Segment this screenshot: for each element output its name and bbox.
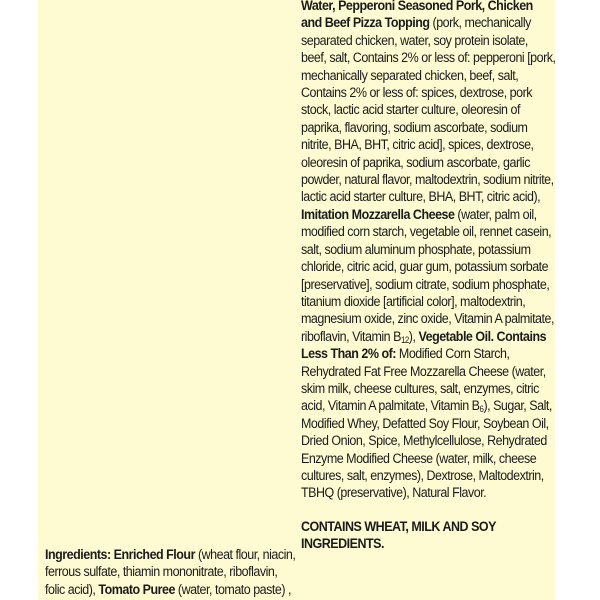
allergen-statement: CONTAINS WHEAT, MILK AND SOY INGREDIENTS.: [301, 518, 496, 553]
vitamin-b6-subscript: 6: [479, 404, 484, 415]
imitation-cheese-text-end: ),: [408, 328, 419, 345]
imitation-cheese-heading: Imitation Mozzarella Cheese: [301, 206, 455, 223]
ingredients-label: Ingredients:: [45, 547, 114, 563]
pizza-topping-heading: Water, Pepperoni Seasoned Pork, Chicken and Beef Pizza Topping: [301, 0, 533, 32]
ingredients-column-right: [301, 0, 556, 554]
enriched-flour-text: (wheat flour, niacin, ferrous sulfate, thiamin mononitrate, riboflavin, folic acid),: [45, 547, 296, 598]
enriched-flour-heading: Enriched Flour: [113, 547, 195, 563]
imitation-cheese-text: (water, palm oil, modified corn starch, vegetable oil, rennet casein, salt, sodium aluminum phosphate, potassium chloride, citric acid, guar gum, potassium sorbate [preservative], sodium citrate, sodium phosphate, titanium dioxide [artificial color], maltodextrin, magnesium oxide, zinc oxide, Vitamin A palmitate, riboflavin, Vitamin B: [301, 206, 554, 345]
ingredients-paragraph-continued: [301, 0, 556, 503]
ingredients-column-left: [45, 547, 298, 599]
minor-ingredients-text-end: ), Sugar, Salt, Modified Whey, Defatted Soy Flour, Soybean Oil, Dried Onion, Spice, Methylcellulose, Rehydrated Enzyme Modified Cheese (water, milk, cheese cultures, salt, enzymes), Dextrose, Maltodextrin, TBHQ (preservative), Natural Flavor.: [301, 398, 552, 502]
tomato-puree-text: (water, tomato paste) ,: [174, 581, 291, 598]
vitamin-b12-subscript: 12: [400, 334, 409, 345]
tomato-puree-heading: Tomato Puree: [98, 581, 175, 598]
ingredients-paragraph-start: [45, 547, 298, 599]
pizza-topping-text: (pork, mechanically separated chicken, water, soy protein isolate, beef, salt, Contains 2% or less of: pepperoni [pork, mechanically separated chicken, beef, salt, Contains 2% or less of: spices, dextrose, pork stock, lactic acid starter culture, oleoresin of paprika, flavoring, sodium ascorbate, sodium nitrite, BHA, BHT, citric acid], spices, dextrose, oleoresin of paprika, sodium ascorbate, garlic powder, natural flavor, maltodextrin, sodium nitrite, lactic acid starter culture, BHA, BHT, citric acid),: [301, 15, 556, 206]
minor-ingredients-text: Modified Corn Starch, Rehydrated Fat Free Mozzarella Cheese (water, skim milk, cheese cultures, salt, enzymes, citric acid, Vitamin A palmitate, Vitamin B: [301, 346, 546, 415]
vegetable-oil-heading: Vegetable Oil. Contains Less Than 2% of:: [301, 328, 547, 363]
